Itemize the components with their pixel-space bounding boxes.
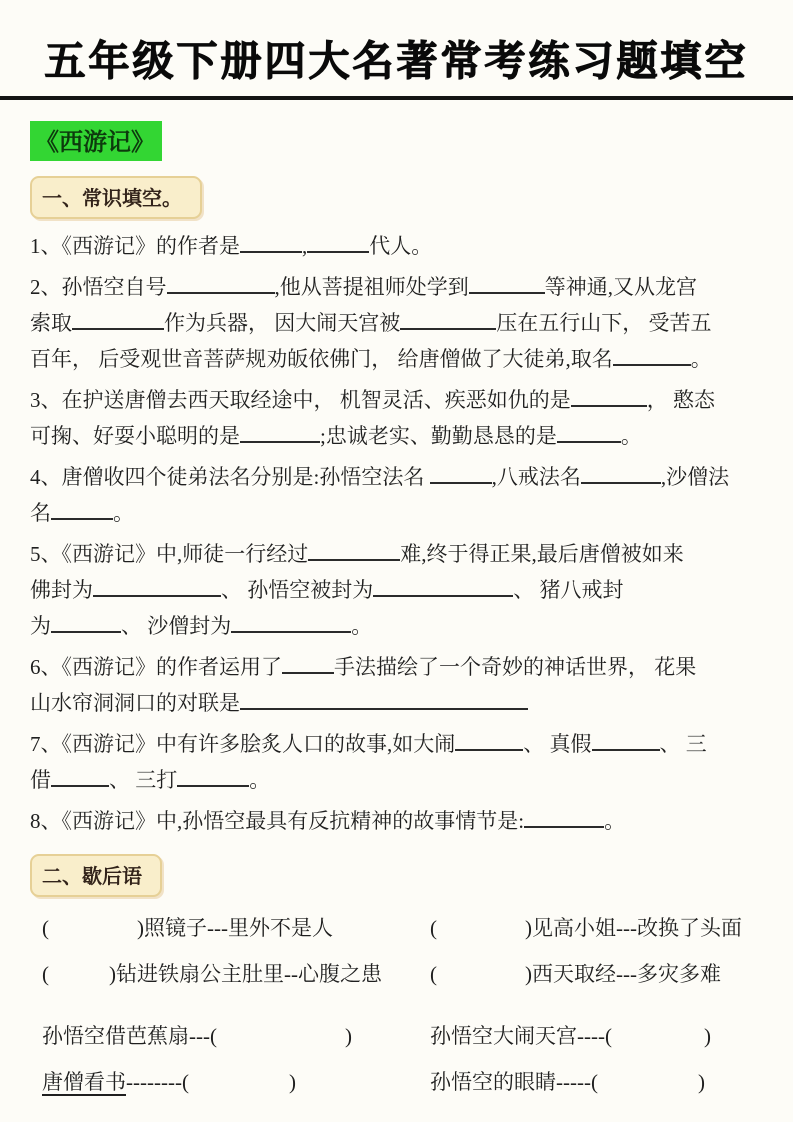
fill-blank [524, 805, 604, 828]
question [30, 459, 763, 531]
fill-blank [308, 538, 400, 561]
text-run: 、 孙悟空被封为 [221, 578, 374, 602]
text-run: 名 [30, 501, 51, 525]
text-run: ( [42, 916, 49, 940]
text-run: ( [42, 962, 49, 986]
text-run: 借 [30, 768, 51, 792]
question [30, 803, 763, 839]
text-run: 、 三打 [109, 768, 178, 792]
text-run: )见高小姐---改换了头面 [525, 916, 742, 940]
xiehouyu-left [30, 1021, 430, 1051]
paren-gap [189, 1088, 289, 1089]
fill-blank [557, 420, 621, 443]
text-run: 。 [620, 424, 642, 448]
question-line [30, 228, 763, 264]
text-run: 、 沙僧封为 [121, 614, 232, 638]
question-line [30, 269, 763, 305]
paren-gap [612, 1042, 704, 1043]
question [30, 536, 763, 644]
question [30, 726, 763, 798]
xiehouyu-left [30, 959, 430, 989]
question-line [30, 536, 763, 572]
question-line [30, 305, 763, 341]
fill-blank [51, 497, 113, 520]
text-run: 孙悟空借芭蕉扇---( [42, 1024, 217, 1048]
text-run: 、 三 [659, 732, 707, 756]
xiehouyu-row [30, 913, 763, 943]
paren-gap [598, 1088, 698, 1089]
question-line [30, 726, 763, 762]
fill-blank [469, 271, 545, 294]
fill-blank [167, 271, 275, 294]
text-run: 山水帘洞洞口的对联是 [30, 691, 240, 715]
question-line [30, 608, 763, 644]
text-run: ;忠诚老实、勤勤恳恳的是 [320, 424, 557, 448]
text-run: 。 [690, 347, 712, 371]
paren-gap [49, 980, 109, 981]
text-run: )照镜子---里外不是人 [137, 916, 333, 940]
text-run: 佛封为 [30, 578, 93, 602]
text-run: , [302, 234, 308, 258]
text-run: 等神通,又从龙宫 [544, 275, 697, 299]
fill-blank [240, 687, 528, 710]
xiehouyu-right [430, 959, 763, 989]
fill-blank [400, 307, 496, 330]
text-run: 索取 [30, 311, 72, 335]
xiehouyu-row [30, 1021, 763, 1051]
text-run: 唐僧看书 [42, 1070, 126, 1094]
text-run: ) [288, 1070, 296, 1094]
question-line [30, 341, 763, 377]
section-1-header: 一、常识填空。 [30, 176, 202, 219]
question [30, 649, 763, 721]
xiehouyu-left [30, 1067, 430, 1097]
fill-blank [231, 610, 351, 633]
fill-blank [430, 461, 492, 484]
paren-gap [49, 934, 137, 935]
text-run: 难,终于得正果,最后唐僧被如来 [400, 542, 684, 566]
text-run: ( [430, 962, 437, 986]
xiehouyu-list [30, 913, 763, 1097]
text-run: 可掬、好耍小聪明的是 [30, 424, 240, 448]
fill-blank [581, 461, 661, 484]
fill-blank [455, 728, 523, 751]
question [30, 228, 763, 264]
question-line [30, 803, 763, 839]
text-run: 、 猪八戒封 [513, 578, 624, 602]
text-run: ,沙僧法 [660, 465, 730, 489]
text-run: 孙悟空的眼睛-----( [430, 1070, 598, 1094]
xiehouyu-row [30, 1067, 763, 1097]
fill-blank [240, 420, 320, 443]
text-run: 6、《西游记》的作者运用了 [30, 655, 282, 679]
text-run: ) [344, 1024, 352, 1048]
text-run: --------( [126, 1070, 189, 1094]
fill-blank [282, 651, 334, 674]
book-title-highlight: 《西游记》 [30, 121, 162, 161]
fill-blank [571, 384, 647, 407]
text-run: 压在五行山下， 受苦五 [496, 311, 712, 335]
text-run: 。 [604, 809, 626, 833]
text-run: )钻进铁扇公主肚里--心腹之患 [109, 962, 382, 986]
text-run: 。 [351, 614, 373, 638]
text-run: ( [430, 916, 437, 940]
text-run: 7、《西游记》中有许多脍炙人口的故事,如大闹 [30, 732, 456, 756]
text-run: 。 [249, 768, 271, 792]
question [30, 269, 763, 377]
paren-gap [217, 1042, 345, 1043]
fill-blank [93, 574, 221, 597]
question-line [30, 572, 763, 608]
xiehouyu-right [430, 1067, 763, 1097]
fill-blank [613, 343, 691, 366]
fill-blank [592, 728, 660, 751]
xiehouyu-left [30, 913, 430, 943]
page-title: 五年级下册四大名著常考练习题填空 [44, 37, 749, 85]
xiehouyu-row [30, 959, 763, 989]
text-run: ) [697, 1070, 705, 1094]
text-run: ， 憨态 [646, 388, 715, 412]
text-run: 孙悟空大闹天宫----( [430, 1024, 612, 1048]
text-run: 2、孙悟空自号 [30, 275, 167, 299]
question-line [30, 495, 763, 531]
fill-blank [240, 230, 302, 253]
text-run: ) [703, 1024, 711, 1048]
xiehouyu-right [430, 1021, 763, 1051]
worksheet-content [0, 100, 793, 1097]
text-run: ,他从菩提祖师处学到 [274, 275, 469, 299]
text-run: 代人。 [369, 234, 433, 258]
text-run: 4、唐僧收四个徒弟法名分别是:孙悟空法名 [30, 465, 430, 489]
text-run: ,八戒法名 [491, 465, 581, 489]
text-run: 1、《西游记》的作者是 [30, 234, 240, 258]
xiehouyu-right [430, 913, 763, 943]
questions [30, 228, 763, 839]
text-run: 5、《西游记》中,师徒一行经过 [30, 542, 309, 566]
text-run: 手法描绘了一个奇妙的神话世界， 花果 [334, 655, 697, 679]
text-run: )西天取经---多灾多难 [525, 962, 721, 986]
fill-blank [307, 230, 369, 253]
question-line [30, 459, 763, 495]
question-line [30, 649, 763, 685]
text-run: 、 真假 [523, 732, 592, 756]
fill-blank [51, 610, 121, 633]
question-line [30, 762, 763, 798]
question-line [30, 382, 763, 418]
fill-blank [373, 574, 513, 597]
question-line [30, 685, 763, 721]
fill-blank [177, 764, 249, 787]
question-line [30, 418, 763, 454]
paren-gap [437, 934, 525, 935]
text-run: 作为兵器， 因大闹天宫被 [164, 311, 401, 335]
text-run: 8、《西游记》中,孙悟空最具有反抗精神的故事情节是: [30, 809, 525, 833]
text-run: 3、在护送唐僧去西天取经途中， 机智灵活、疾恶如仇的是 [30, 388, 571, 412]
fill-blank [72, 307, 164, 330]
paren-gap [437, 980, 525, 981]
text-run: 为 [30, 614, 51, 638]
section-2-header: 二、歇后语 [30, 854, 162, 897]
text-run: 百年， 后受观世音菩萨规劝皈依佛门， 给唐僧做了大徒弟,取名 [30, 347, 613, 371]
question [30, 382, 763, 454]
fill-blank [51, 764, 109, 787]
text-run: 。 [113, 501, 134, 525]
